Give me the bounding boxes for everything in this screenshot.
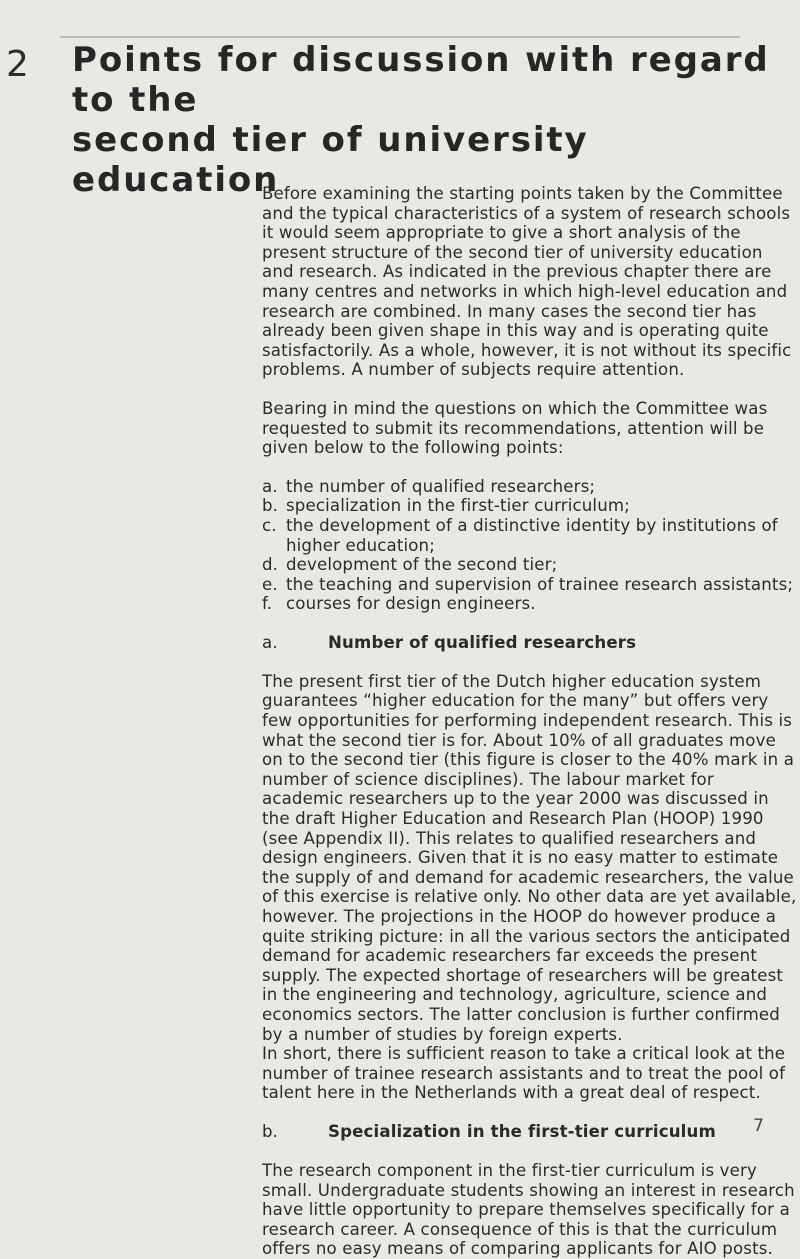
list-marker: f. <box>262 594 273 614</box>
list-item-text: courses for design engineers. <box>286 594 536 614</box>
list-item <box>262 594 798 614</box>
list-item-text: the number of qualified researchers; <box>286 476 596 496</box>
intro-paragraph-1: Before examining the starting points taken by the Committee and the typical characteristics of a system of research schools it would seem appropriate to give a short analysis of the present structure of the second tier of university education and research. As indicated in the previous chapter there are many centres and networks in which high-level education and research are combined. In many cases the second tier has already been given shape in this way and is operating quite satisfactorily. As a whole, however, it is not without its specific problems. A number of subjects require attention. <box>262 184 792 380</box>
main-content <box>262 184 798 1259</box>
list-item <box>262 496 798 516</box>
list-marker: c. <box>262 515 277 535</box>
intro-paragraph-2: Bearing in mind the questions on which the Committee was requested to submit its recommendations, attention will be given below to the following points: <box>262 398 768 458</box>
list-marker: d. <box>262 555 279 575</box>
chapter-title <box>72 40 792 200</box>
list-marker: a. <box>262 476 278 496</box>
top-rule <box>60 36 740 38</box>
list-item <box>262 575 798 595</box>
chapter-number: 2 <box>6 44 29 85</box>
list-item-text: development of the second tier; <box>286 555 558 575</box>
list-marker: e. <box>262 574 278 594</box>
list-marker: b. <box>262 496 279 516</box>
list-item-text: the teaching and supervision of trainee research assistants; <box>286 574 794 594</box>
list-item <box>262 555 798 575</box>
section-a-letter: a. <box>262 632 278 652</box>
section-a-paragraph-1: The present first tier of the Dutch higher education system guarantees “higher education for the many” but offers very few opportunities for performing independent research. This is what the second tier is for. About 10% of all graduates move on to the second tier (this figure is closer to the 40% mark in a number of science disciplines). The labour market for academic researchers up to the year 2000 was discussed in the draft Higher Education and Research Plan (HOOP) 1990 (see Appendix II). This relates to qualified researchers and design engineers. Given that it is no easy matter to estimate the supply of and demand for academic researchers, the value of this exercise is relative only. No other data are yet available, however. The projections in the HOOP do however produce a quite striking picture: in all the various sectors the anticipated demand for academic researchers far exceeds the present supply. The expected shortage of researchers will be greatest in the engineering and technology, agriculture, science and economics sectors. The latter conclusion is further confirmed by a number of studies by foreign experts. <box>262 671 797 1044</box>
page-number: 7 <box>753 1116 764 1136</box>
section-a-title: Number of qualified researchers <box>328 632 637 652</box>
list-item <box>262 477 798 497</box>
list-item-text: the development of a distinctive identity by institutions of higher education; <box>286 515 778 555</box>
section-b-letter: b. <box>262 1121 279 1141</box>
section-b-heading <box>262 1122 798 1142</box>
list-item <box>262 516 798 555</box>
section-b-title: Specialization in the first-tier curriculum <box>328 1121 716 1141</box>
discussion-points-list <box>262 477 798 614</box>
list-item-text: specialization in the first-tier curriculum; <box>286 496 630 516</box>
chapter-title-line2: second tier of university education <box>72 120 589 200</box>
section-a-heading <box>262 633 798 653</box>
chapter-title-line1: Points for discussion with regard to the <box>72 40 770 120</box>
section-b-paragraph-1: The research component in the first-tier curriculum is very small. Undergraduate students showing an interest in research have little opportunity to prepare themselves specifically for a research career. A consequence of this is that the curriculum offers no easy means of comparing applicants for AIO posts. <box>262 1160 795 1259</box>
section-a-paragraph-2: In short, there is sufficient reason to take a critical look at the number of trainee research assistants and to treat the pool of talent here in the Netherlands with a great deal of respect. <box>262 1044 786 1103</box>
